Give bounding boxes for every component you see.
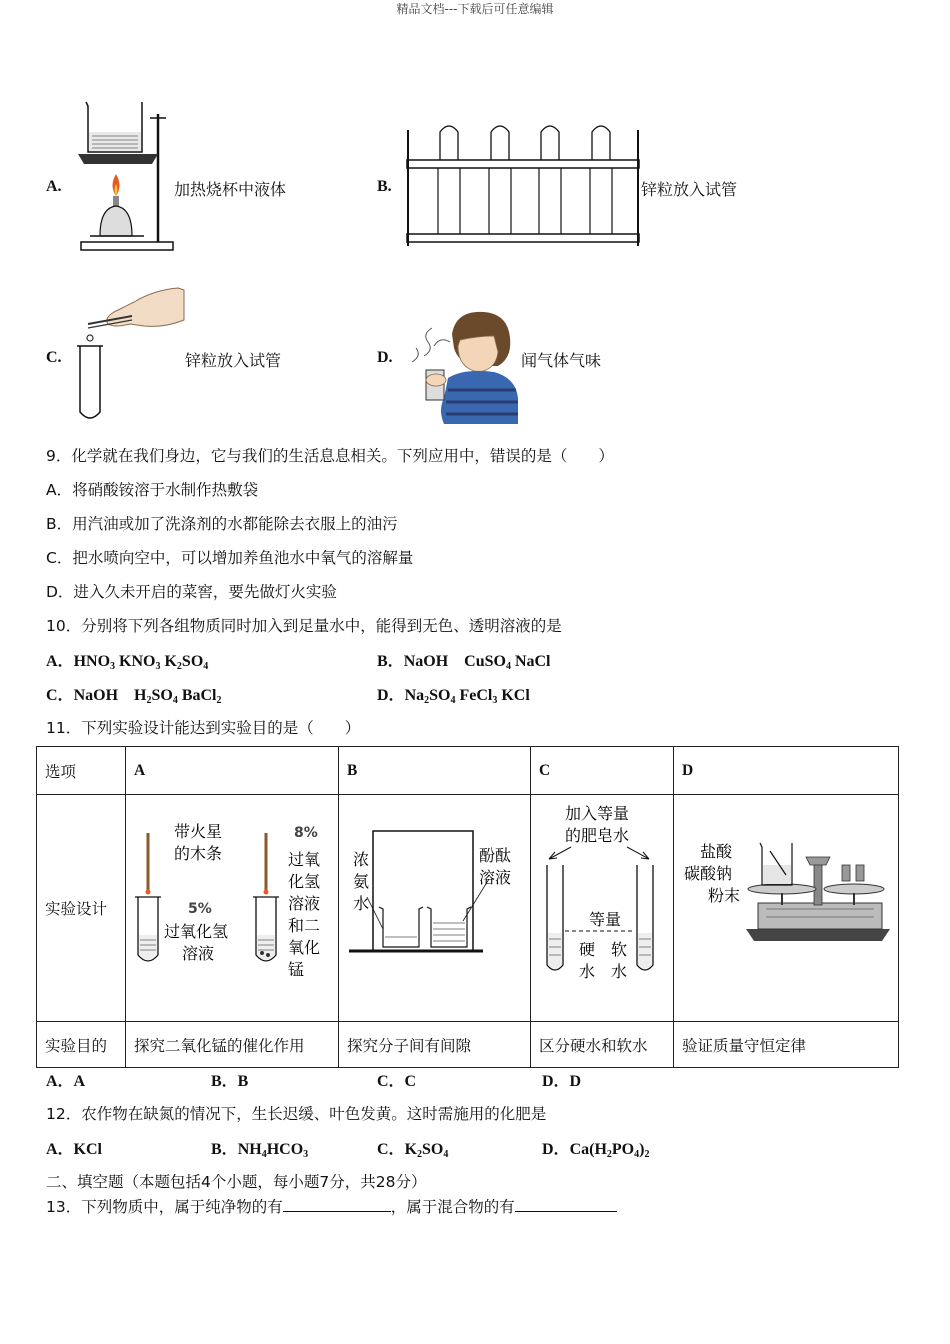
label-b-t3: 水 (353, 894, 370, 913)
mass-conservation-balance-figure (674, 795, 898, 1017)
label-a-t12: 溶液 (182, 944, 215, 963)
purpose-cell-d: 验证质量守恒定律 (674, 1022, 899, 1068)
q9-option-c: C．把水喷向空中，可以增加养鱼池水中氧气的溶解量 (46, 549, 414, 567)
q9-option-a: A．将硝酸铵溶于水制作热敷袋 (46, 481, 259, 499)
q10-option-a: A．$HNO_3$ $KNO_3$ $K_2SO_4$ (46, 653, 209, 672)
label-c-t3: 等量 (589, 910, 622, 929)
q13-stem: 13．下列物质中，属于纯净物的有 ，属于混合物的有 (46, 1195, 617, 1217)
label-b-t5: 溶液 (479, 868, 512, 887)
q11-stem: 11．下列实验设计能达到实验目的是（ ） (46, 719, 361, 737)
q8-option-c-label: C. (46, 349, 62, 366)
label-splint-1: 带火星 (174, 822, 223, 841)
table-design-row (37, 795, 899, 1022)
q10-option-b: B．NaOH CuSO$_4$ NaCl (377, 653, 551, 672)
table-purpose-row (37, 1022, 899, 1068)
design-label-cell: 实验设计 (37, 795, 126, 1022)
header-cell-b: B (339, 747, 531, 795)
label-d-t2: 碳酸钠 (684, 864, 733, 883)
label-a-t9: 锰 (288, 960, 305, 979)
label-b-t2: 氨 (353, 872, 370, 891)
label-b-t4: 酚酞 (479, 846, 512, 865)
q13-blank-1[interactable] (283, 1197, 391, 1212)
hard-soft-water-figure (531, 795, 673, 1017)
label-a-t5: 化氢 (288, 872, 321, 891)
label-b-t1: 浓 (353, 850, 370, 869)
smelling-gas-figure (404, 306, 520, 426)
design-cell-c (531, 795, 674, 1022)
table-header-row (37, 747, 899, 795)
label-a-t4: 过氧 (288, 850, 321, 869)
page-header: 精品文档---下载后可任意编辑 (396, 2, 554, 16)
q8-option-a-caption: 加热烧杯中液体 (174, 180, 287, 199)
q9-stem: 9．化学就在我们身边，它与我们的生活息息相关。下列应用中，错误的是（ ） (46, 447, 614, 465)
design-cell-d (674, 795, 899, 1022)
q11-answer-d: D．D (542, 1073, 582, 1090)
purpose-cell-c: 区分硬水和软水 (531, 1022, 674, 1068)
label-c-t4: 硬 (579, 940, 596, 959)
q11-answer-c: C．C (377, 1073, 417, 1090)
test-tube-rack-figure (404, 120, 644, 250)
q10-stem: 10．分别将下列各组物质同时加入到足量水中，能得到无色、透明溶液的是 (46, 617, 562, 635)
design-cell-b (339, 795, 531, 1022)
label-a-t7: 和二 (288, 916, 321, 935)
label-c-t5: 水 (579, 962, 596, 981)
q13-blank-2[interactable] (515, 1197, 617, 1212)
header-cell-d: D (674, 747, 899, 795)
purpose-cell-b: 探究分子间有间隙 (339, 1022, 531, 1068)
label-c-t6: 软 (611, 940, 628, 959)
q12-option-b: B．$NH_4HCO_3$ (211, 1141, 309, 1160)
header-cell-c: C (531, 747, 674, 795)
q11-table (36, 746, 899, 1068)
q12-option-d: D．$Ca(H_2PO_4)_2$ (542, 1141, 650, 1160)
header-cell-option: 选项 (37, 747, 126, 795)
q8-option-c-caption: 锌粒放入试管 (185, 351, 282, 370)
q9-option-d: D．进入久未开启的菜窖，要先做灯火实验 (46, 583, 337, 601)
section-2-heading: 二、填空题（本题包括4个小题，每小题7分，共28分） (46, 1173, 427, 1191)
design-cell-a (126, 795, 339, 1022)
q11-answer-b: B．B (211, 1073, 249, 1090)
q12-option-c: C．$K_2SO_4$ (377, 1141, 449, 1160)
label-d-t3: 粉末 (708, 886, 741, 905)
q9-option-b: B．用汽油或加了洗涤剂的水都能除去衣服上的油污 (46, 515, 398, 533)
catalysis-experiment-figure (126, 795, 338, 1017)
q8-option-b-caption: 锌粒放入试管 (641, 180, 738, 199)
molecule-gap-figure (339, 795, 530, 1017)
beaker-heating-figure (76, 96, 176, 252)
q8-option-d-label: D. (377, 349, 393, 366)
purpose-label-cell: 实验目的 (37, 1022, 126, 1068)
label-c-t1: 加入等量 (565, 804, 630, 823)
label-8-percent: 8% (294, 825, 318, 841)
q8-option-d-caption: 闻气体气味 (521, 351, 602, 370)
purpose-cell-a: 探究二氧化锰的催化作用 (126, 1022, 339, 1068)
label-a-t6: 溶液 (288, 894, 321, 913)
q8-option-a-label: A. (46, 178, 62, 195)
label-splint-2: 的木条 (174, 844, 223, 863)
header-cell-a: A (126, 747, 339, 795)
q12-stem: 12．农作物在缺氮的情况下，生长迟缓、叶色发黄。这时需施用的化肥是 (46, 1105, 547, 1123)
label-d-t1: 盐酸 (700, 842, 733, 861)
q10-option-d: D．$Na_2SO_4$ FeCl$_3$ KCl (377, 687, 530, 706)
q10-option-c: C．NaOH $H_2SO_4$ BaCl$_2$ (46, 687, 222, 706)
q12-option-a: A．KCl (46, 1141, 103, 1158)
label-5-percent: 5% (188, 901, 212, 917)
label-a-t8: 氧化 (288, 938, 321, 957)
label-c-t2: 的肥皂水 (565, 826, 630, 845)
label-c-t7: 水 (611, 962, 628, 981)
label-a-t11: 过氧化氢 (164, 922, 229, 941)
zinc-test-tube-figure (74, 284, 186, 426)
q11-answer-a: A．A (46, 1073, 86, 1090)
q8-option-b-label: B. (377, 178, 392, 195)
